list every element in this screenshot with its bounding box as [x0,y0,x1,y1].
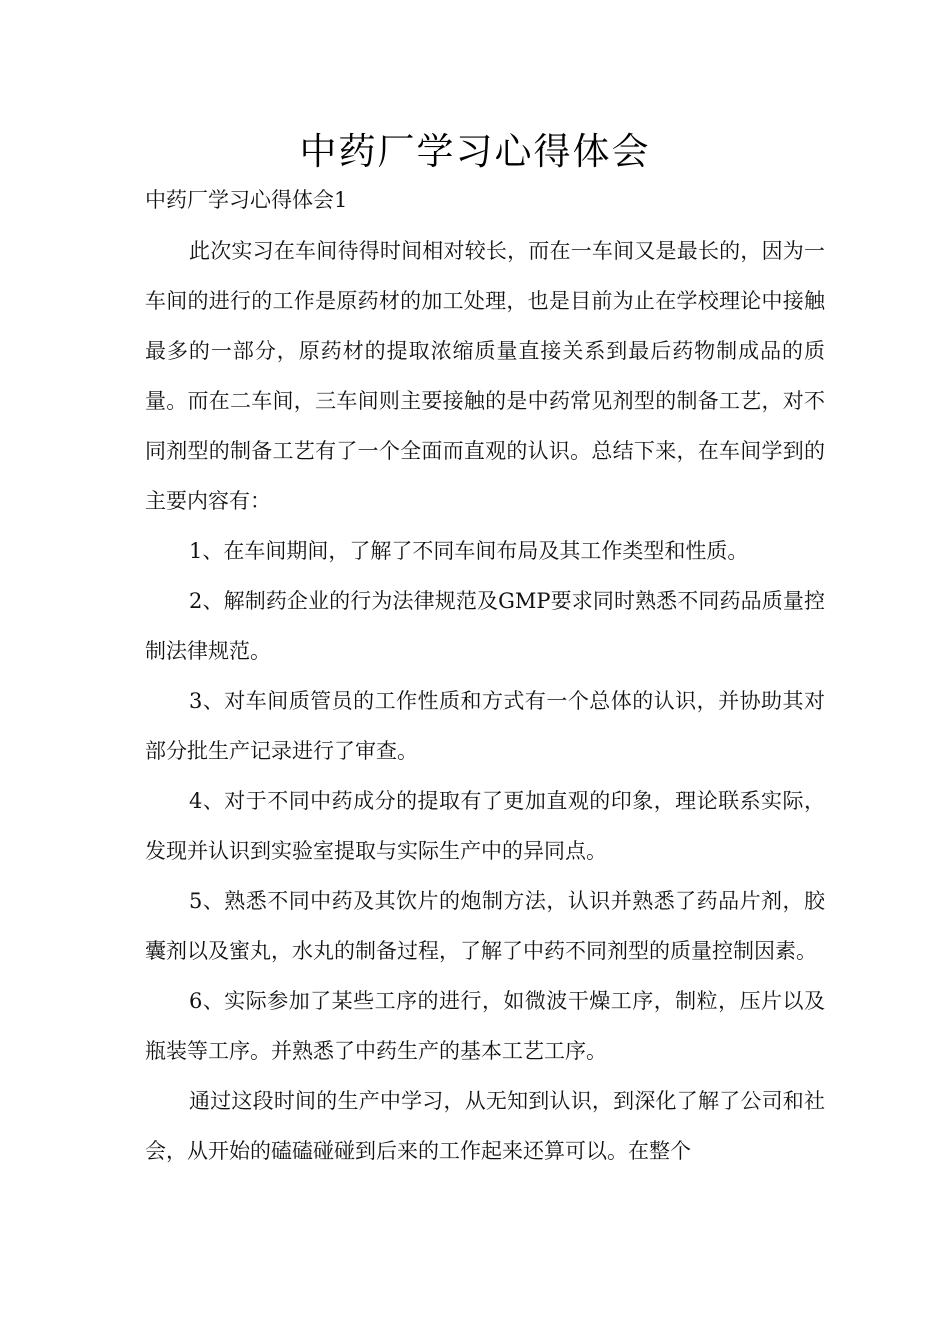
paragraph-item-2: 2、解制药企业的行为法律规范及GMP要求同时熟悉不同药品质量控制法律规范。 [145,589,825,663]
paragraph-item-1: 1、在车间期间，了解了不同车间布局及其工作类型和性质。 [189,539,749,563]
paragraph-item-3: 3、对车间质管员的工作性质和方式有一个总体的认识，并协助其对部分批生产记录进行了审查。 [145,689,825,763]
paragraph-item-4: 4、对于不同中药成分的提取有了更加直观的印象，理论联系实际，发现并认识到实验室提取与实际生产中的异同点。 [145,789,825,863]
paragraph-item-5: 5、熟悉不同中药及其饮片的炮制方法，认识并熟悉了药品片剂，胶囊剂以及蜜丸，水丸的制备过程，了解了中药不同剂型的质量控制因素。 [145,889,825,963]
document-body [145,226,825,1176]
paragraph-item-6: 6、实际参加了某些工序的进行，如微波干燥工序，制粒，压片以及瓶装等工序。并熟悉了中药生产的基本工艺工序。 [145,989,825,1063]
paragraph-intro: 此次实习在车间待得时间相对较长，而在一车间又是最长的，因为一车间的进行的工作是原药材的加工处理，也是目前为止在学校理论中接触最多的一部分，原药材的提取浓缩质量直接关系到最后药物制成品的质量。而在二车间，三车间则主要接触的是中药常见剂型的制备工艺，对不同剂型的制备工艺有了一个全面而直观的认识。总结下来，在车间学到的主要内容有： [145,239,825,513]
document-title: 中药厂学习心得体会 [299,130,651,173]
paragraph-summary: 通过这段时间的生产中学习，从无知到认识，到深化了解了公司和社会，从开始的磕磕碰碰到后来的工作起来还算可以。在整个 [145,1089,825,1163]
document-subtitle: 中药厂学习心得体会1 [145,188,348,212]
